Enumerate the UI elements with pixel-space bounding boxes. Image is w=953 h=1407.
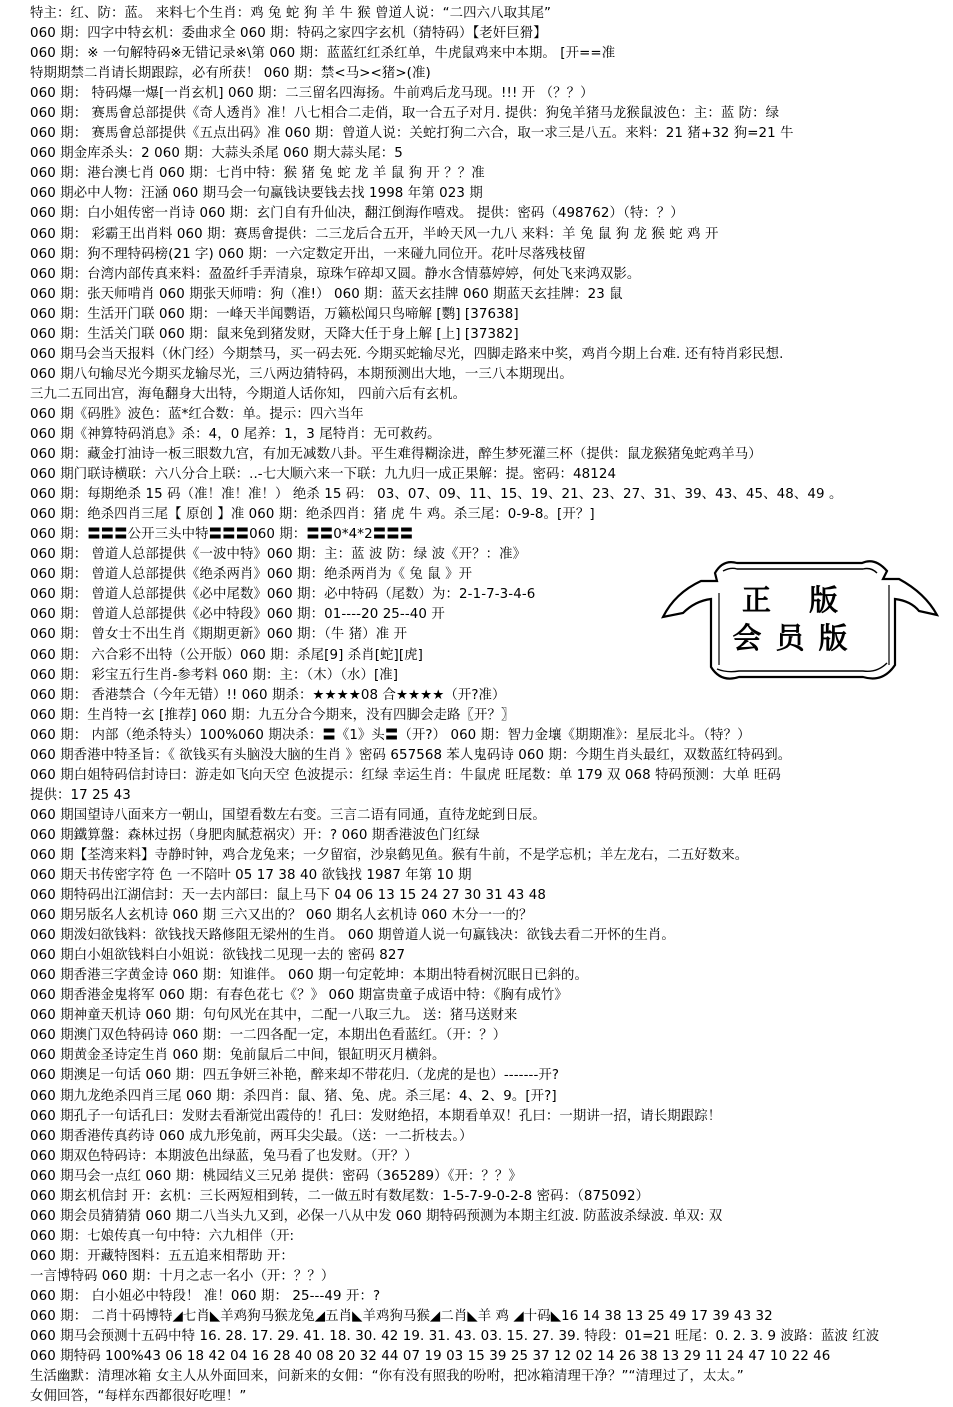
text-line: 060 期另版名人玄机诗 060 期 三六又出的？ 060 期名人玄机诗 060 木分一一的？ (30, 908, 533, 924)
text-line: 060 期：〓〓〓公开三头中特〓〓〓060 期：〓〓0*4*2〓〓〓 (30, 527, 414, 543)
text-line: 060 期： 彩宝五行生肖-参考料 060 期：主：（木）（水）[准] (30, 667, 399, 683)
text-line: 060 期：生活关门联 060 期：鼠来兔到猪发财，天降大任于身上解 [上] [37382] (30, 326, 519, 342)
text-line: 060 期：藏金打油诗一板三眼数九宫，有加无减数八卦。平生难得糊涂进，醉生梦死灌三杯（提供：鼠龙猴猪兔蛇鸡羊马） (30, 447, 762, 463)
text-line: 060 期孔子一句话孔曰：发财去看渐觉出霞侍的！孔曰：发财绝招，本期看单双！孔曰：一期讲一招，请长期跟踪！ (30, 1108, 722, 1124)
text-line: 060 期： 赛馬會总部提供《奇人透肖》准！八七相合二走俏，取一合五子对月. 提供：狗兔羊猪马龙猴鼠波色：主：蓝 防：绿 (30, 106, 780, 122)
text-line: 060 期：白小姐传密一肖诗 060 期：玄门自有升仙决，翻江倒海作嘻戏。 提供：密码（498762）（特：？） (30, 206, 684, 222)
text-line: 060 期：四字中特玄机：委曲求全 060 期：特码之家四字玄机（猜特码）【老奸巨猾】 (30, 26, 547, 42)
stamp-line-1: 正 版 (741, 583, 853, 617)
text-line: 060 期泼妇欲钱料：欲钱找天路修阻无梁州的生肖。 060 期曾道人说一句赢钱决：欲钱去看二开怀的生肖。 (30, 928, 675, 944)
text-line: 060 期黄金圣诗定生肖 060 期：兔前鼠后二中间，银缸明灭月横斜。 (30, 1048, 446, 1064)
stamp-line-2: 会员版 (732, 621, 862, 655)
lottery-text-sheet (30, 4, 948, 1407)
text-line: 060 期【荃湾来料】寺静时钟，鸡合龙兔来；一夕留宿，沙泉鹤见鱼。猴有牛前，不是学忘机；羊左龙右，二五好数来。 (30, 847, 749, 863)
text-line: 060 期：台湾内部传真来料：盈盈纤手弄清泉，琼珠乍碎却又圆。静水含情慕婷婷，何处飞来鸿双影。 (30, 266, 641, 282)
text-line: 060 期澳足一句话 060 期：四五争妍三补艳，醉来却不带花归.（龙虎的是也）-------开? (30, 1068, 560, 1084)
text-line: 060 期：每期绝杀 15 码（准！准！准！） 绝杀 15 码： 03、07、09、11、15、19、21、23、27、31、39、43、45、48、49 。 (30, 487, 843, 503)
text-line: 060 期： 彩霸王出肖料 060 期：赛馬會提供：二三龙后合五开，半岭天风一九八 来料：羊 兔 鼠 狗 龙 猴 蛇 鸡 开 (30, 226, 719, 242)
text-line: 060 期金库杀头：2 060 期：大蒜头杀尾 060 期大蒜头尾：5 (30, 146, 403, 162)
text-line: 060 期必中人物：汪涵 060 期马会一句赢钱诀要钱去找 1998 年第 023 期 (30, 186, 483, 202)
text-line: 060 期九龙绝杀四肖三尾 060 期：杀四肖：鼠、猪、兔、虎。杀三尾：4、2、9。[开?] (30, 1088, 557, 1104)
text-line: 060 期马会预测十五码中特 16. 28. 17. 29. 41. 18. 30. 42 19. 31. 43. 03. 15. 27. 39. 特段：01=21 旺尾：0. 2. 3. 9 波路：蓝波 红波 (30, 1329, 880, 1345)
text-line: 060 期天书传密字符 色 一不陪叶 05 17 38 40 欲钱找 1987 年第 10 期 (30, 868, 472, 884)
text-line: 060 期： 内部（绝杀特头）100%060 期决杀：〓《1》头〓（开?） 060 期：智力金壤《期期准》：星辰北斗。（特？） (30, 727, 751, 743)
text-line: 060 期马会当天报料（休门经）今期禁马，买一码去死. 今期买蛇输尽光，四脚走路来中奖，鸡肖今期上台难. 还有特肖彩民想. (30, 346, 784, 362)
text-line: 060 期：张天师啃肖 060 期张天师啃：狗（准!） 060 期：蓝天玄挂牌 060 期蓝天玄挂牌：23 鼠 (30, 286, 623, 302)
text-line: 060 期： 曾道人总部提供《必中尾数》060 期：必中特码（尾数）为：2-1-7-3-4-6 (30, 587, 536, 603)
text-line: 060 期：开藏特图料：五五追来相帮助 开： (30, 1248, 294, 1264)
text-line: 060 期：七娘传真一句中特：六九相伴（开: (30, 1228, 295, 1244)
text-line: 060 期： 白小姐必中特段！ 准！060 期： 25---49 开：? (30, 1289, 381, 1304)
text-line: 060 期马会一点红 060 期：桃园结义三兄弟 提供：密码（365289）《开：？？》 (30, 1168, 522, 1184)
text-line: 特期期禁二肖请长期跟踪，必有所获！ 060 期：禁<马><猪>(准) (30, 66, 431, 82)
text-line: 060 期双色特码诗：本期波色出绿蓝，兔马看了也发财。（开？） (30, 1148, 418, 1164)
text-line: 060 期： 曾女士不出生肖《期期更新》060 期：（牛 猪）准 开 (30, 627, 408, 643)
text-line: 060 期《码胜》波色：蓝*红合数：单。提示：四六当年 (30, 406, 364, 422)
text-line: 060 期鐵算盤：森林过拐（身肥肉腻惹祸灾）开：? 060 期香港波色门红绿 (30, 827, 480, 843)
text-line: 060 期香港中特圣旨：《 欲钱买有头脑没大脑的生肖 》密码 657568 苯人鬼码诗 060 期：今期生肖头最红，双数蓝红特码到。 (30, 747, 792, 763)
text-line: 060 期澳门双色特码诗 060 期：一二四各配一定，本期出色看蓝红。（开：？） (30, 1028, 507, 1044)
text-line: 060 期国望诗八面来方一朝山，国望看数左右变。三言二语有同通，直待龙蛇到日辰。 (30, 807, 546, 823)
text-line: 060 期：绝杀四肖三尾【 原创 】准 060 期：绝杀四肖：猪 虎 牛 鸡。杀三尾：0-9-8。[开？] (30, 507, 595, 523)
text-line: 060 期： 曾道人总部提供《必中特段》060 期：01----20 25--40 开 (30, 607, 445, 623)
text-line: 060 期玄机信封 开：玄机：三长两短相到转，二一做五时有数尾数：1-5-7-9-0-2-8 密码：（875092） (30, 1188, 650, 1204)
text-line: 060 期特码出江湖信封：天一去内部曰：鼠上马下 04 06 13 15 24 27 30 31 43 48 (30, 888, 546, 904)
text-line: 一言博特码 060 期：十月之志一名小（开：？？） (30, 1268, 335, 1284)
text-line: 060 期： 赛馬會总部提供《五点出码》准 060 期：曾道人说：关蛇打狗二六合，取一求三是八五。来料：21 猪+32 狗=21 牛 (30, 126, 794, 142)
text-line: 060 期： 曾道人总部提供《绝杀两肖》060 期：绝杀两肖为《 兔 鼠 》开 (30, 567, 473, 583)
text-line: 060 期白小姐欲钱料白小姐说：欲钱找二见现一去的 密码 827 (30, 948, 406, 964)
text-line: 060 期门联诗横联：六八分合上联：..-七大顺六来一下联：九九归一成正果解：提。密码：48124 (30, 467, 617, 483)
text-line: 060 期： 曾道人总部提供《一波中特》060 期：主：蓝 波 防：绿 波《开？：准》 (30, 547, 527, 563)
text-line: 060 期白姐特码信封诗曰：游走如飞向天空 色波提示：红绿 幸运生肖：牛鼠虎 旺尾数：单 179 双 068 特码预测：大单 旺码 (30, 767, 781, 783)
text-line: 060 期神童天机诗 060 期：句句风光在其中，二配一八取三九。 送：猪马送财来 (30, 1008, 518, 1024)
text-line: 三九二五同出宫，海龟翻身大出特，今期道人话你知， 四前六后有玄机。 (30, 386, 467, 402)
text-line: 060 期八句输尽光今期买龙输尽光，三八两边猜特码，本期预测出大地，一三八本期现出。 (30, 366, 573, 382)
text-line: 特主：红、防：蓝。 来料七个生肖：鸡 兔 蛇 狗 羊 牛 猴 曾道人说：“二四六八取其尾” (30, 6, 552, 21)
text-line: 060 期《神算特码消息》杀：4，0 尾养：1，3 尾特肖：无可救药。 (30, 426, 441, 442)
text-line: 060 期：生肖特一玄 [推荐] 060 期：九五分合今期来，没有四脚会走路〖开？〗 (30, 707, 515, 723)
text-line: 060 期香港传真药诗 060 成九形兔前，两耳尖尖最。（送：一二折枝去。） (30, 1128, 473, 1144)
text-line: 060 期：生活开门联 060 期：一峰天半闻鹦语，万籁松闻只鸟啼解 [鹦] [37638] (30, 306, 519, 322)
text-line: 060 期特码 100%43 06 18 42 04 16 28 40 08 20 32 44 07 19 03 15 39 25 37 12 02 14 26 38 13 29 11 24 47 10 22 46 (30, 1349, 831, 1365)
text-line: 060 期： 特码爆一爆[一肖玄机] 060 期：二三留名四海扬。牛前鸡后龙马现。!!! 开 （？？） (30, 86, 594, 102)
official-member-edition-stamp (657, 553, 942, 688)
text-line: 060 期：※ 一句解特码※无错记录※\第 060 期：蓝蓝红红杀红单，牛虎鼠鸡来中本期。 [开==准 (30, 46, 616, 62)
text-line: 060 期： 六合彩不出特（公开版）060 期：杀尾[9] 杀肖[蛇][虎] (30, 647, 424, 663)
text-line: 060 期会员猜猜猜 060 期二八当头九又到，必保一八从中发 060 期特码预测为本期主红波. 防蓝波杀绿波. 单双: 双 (30, 1208, 723, 1224)
text-line: 女佣回答，“每样东西都很好吃哩！” (30, 1389, 247, 1405)
text-line: 提供：17 25 43 (30, 787, 131, 803)
text-line: 060 期香港三字黄金诗 060 期：知谁伴。 060 期一句定乾坤：本期出特看树沉眠日已斜的。 (30, 968, 589, 984)
text-line: 生活幽默：清理冰箱 女主人从外面回来，问新来的女佣：“你有没有照我的吩咐，把冰箱清理干净？”“清理过了，太太。” (30, 1369, 744, 1385)
text-line: 060 期： 香港禁合（今年无错）!! 060 期杀：★★★★08 合★★★★（开?准） (30, 687, 506, 703)
text-line: 060 期香港金鬼将军 060 期：有春色花七《？》 060 期富贵童子成语中特：《胸有成竹》 (30, 988, 568, 1004)
text-line: 060 期：狗不理特码榜(21 字) 060 期：一六定数定开出，一来碰九同位开。花叶尽落残枝留 (30, 246, 586, 262)
text-line: 060 期： 二肖十码博特◢七肖◣羊鸡狗马猴龙兔◢五肖◣羊鸡狗马猴◢二肖◣羊 鸡 ◢十码◣16 14 38 13 25 49 17 39 43 32 (30, 1309, 773, 1325)
text-line: 060 期：港台澳七肖 060 期：七肖中特：猴 猪 兔 蛇 龙 羊 鼠 狗 开 ？？准 (30, 166, 485, 182)
